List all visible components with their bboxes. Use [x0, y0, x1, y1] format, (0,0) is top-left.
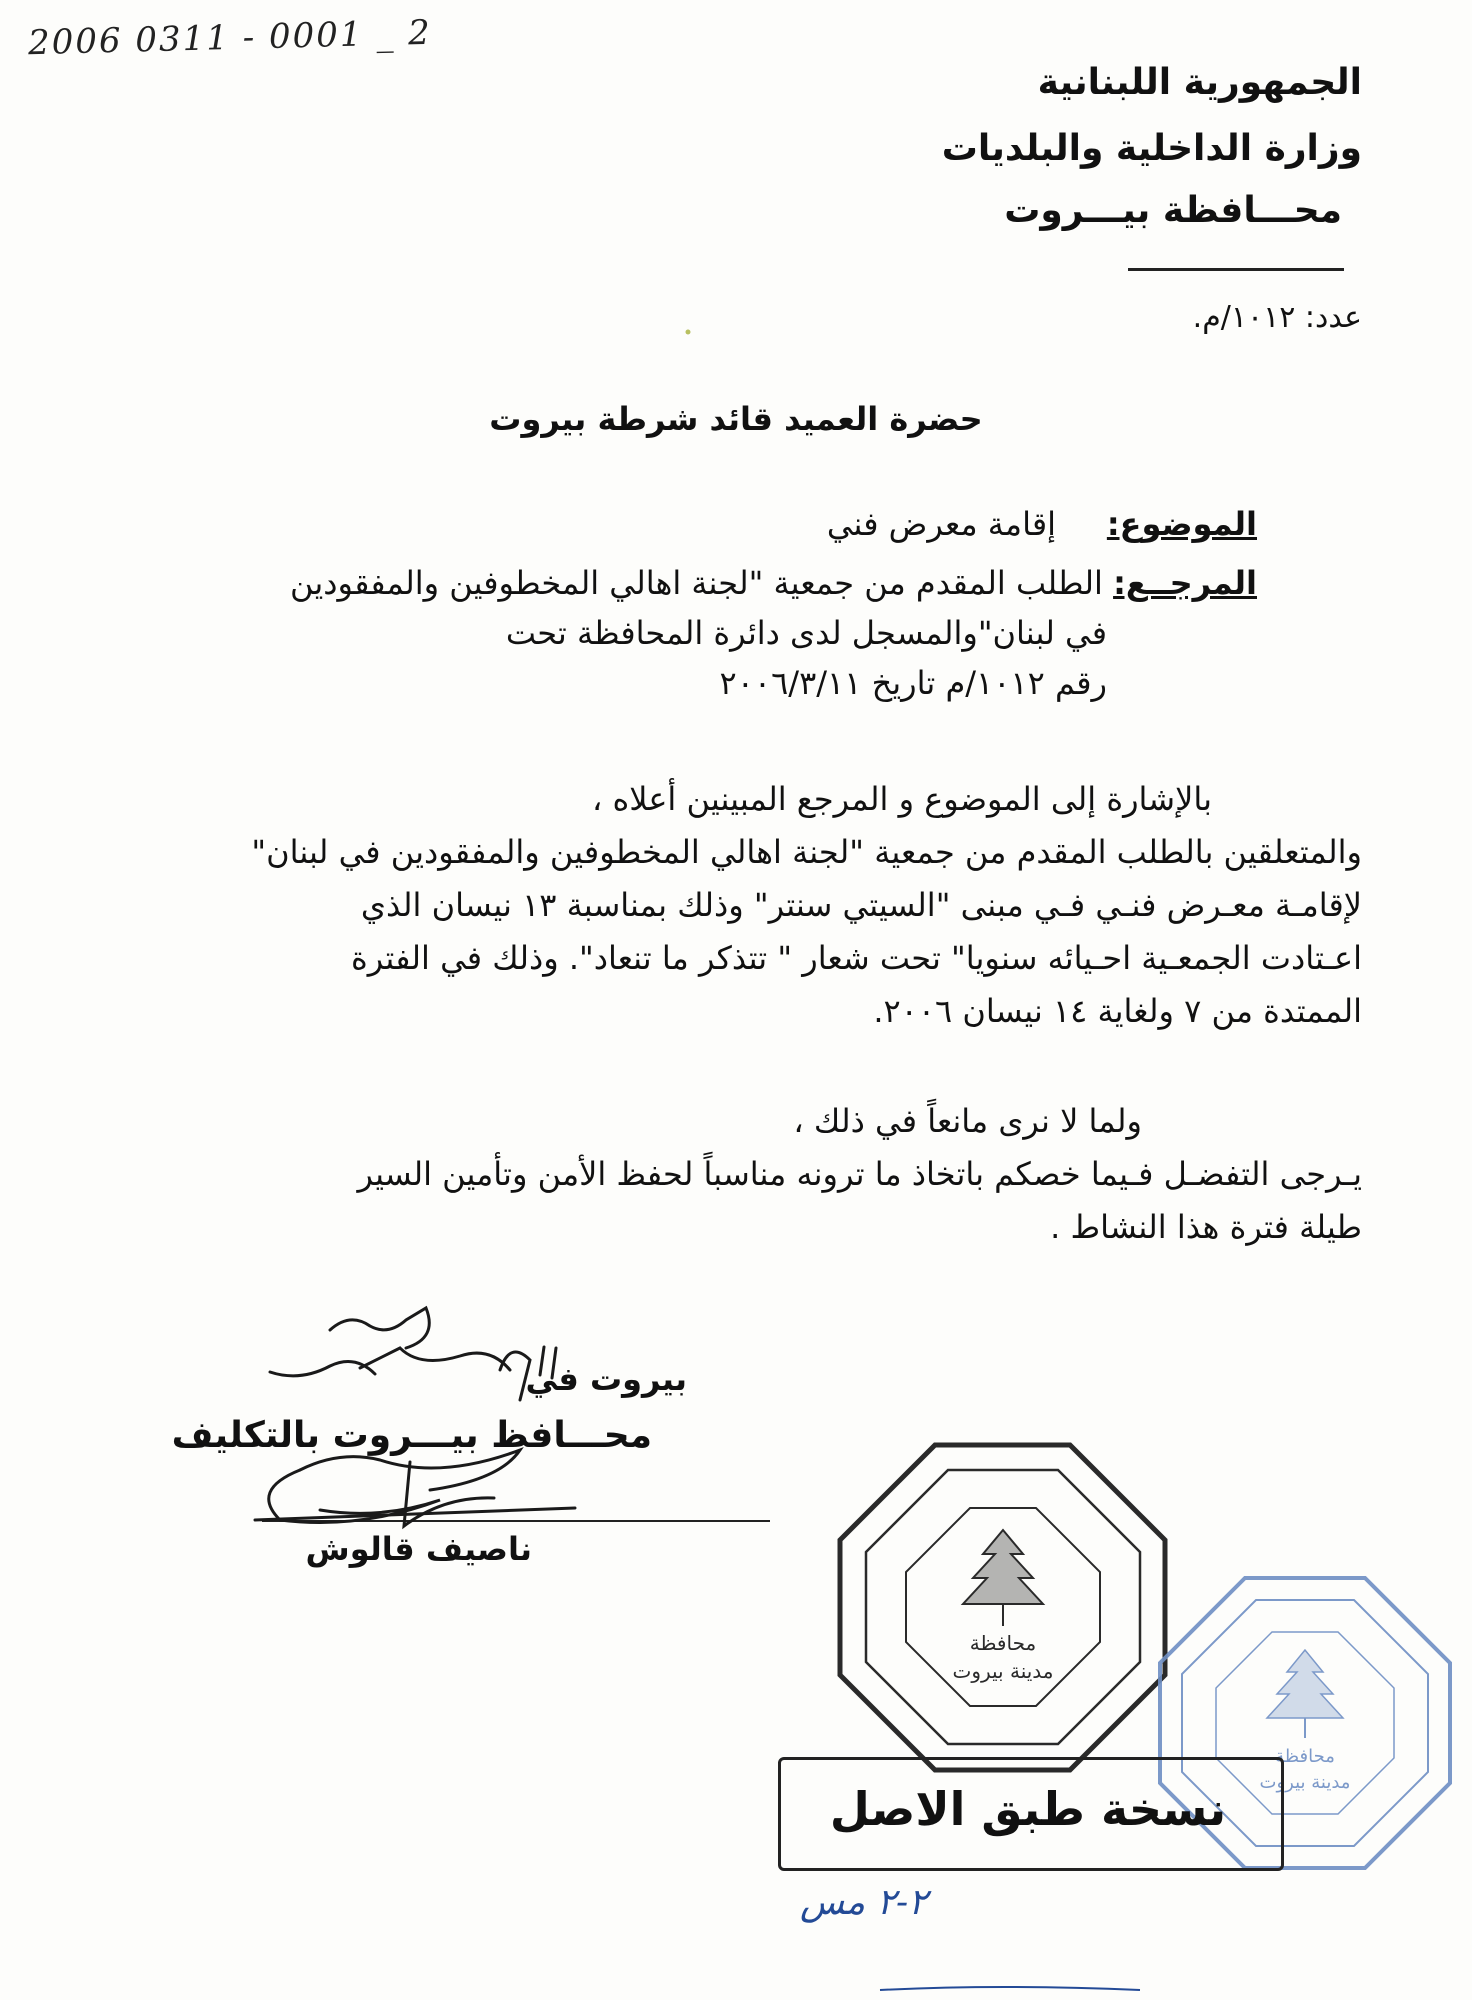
body-p2-line-2: يـرجى التفضـل فـيما خصكم باتخاذ ما ترونه مناسباً لحفظ الأمن وتأمين السير: [357, 1155, 1362, 1193]
svg-text:مدينة بيروت: مدينة بيروت: [952, 1659, 1054, 1683]
body-p1-line-5: الممتدة من ٧ ولغاية ١٤ نيسان ٢٠٠٦.: [873, 992, 1362, 1030]
svg-text:محافظة: محافظة: [1275, 1746, 1335, 1767]
body-p1-line-3: لإقامـة معـرض فنـي فـي مبنى "السيتي سنتر" وذلك بمناسبة ١٣ نيسان الذي: [360, 886, 1362, 924]
handwritten-date-icon: [270, 1308, 556, 1400]
footer-handwritten-note: ٢-٢ مس: [800, 1882, 928, 1923]
svg-text:مدينة بيروت: مدينة بيروت: [1259, 1772, 1351, 1793]
reference-label: المرجــع:: [1113, 564, 1257, 602]
certified-copy-text: نسخة طبق الاصل: [829, 1782, 1227, 1836]
addressee: حضرة العميد قائد شرطة بيروت: [489, 400, 983, 438]
body-p1-line-1: بالإشارة إلى الموضوع و المرجع المبينين أعلاه ،: [591, 780, 1212, 818]
handwritten-reference-number: 2006 0311 - 0001 _ 2: [27, 12, 433, 64]
body-p1-line-4: اعـتادت الجمعـية احـيائه سنويا" تحت شعار " تتذكر ما تنعاد". وذلك في الفترة: [351, 939, 1362, 977]
reference-line-3: رقم ١٠١٢/م تاريخ ٢٠٠٦/٣/١١: [719, 664, 1107, 702]
reference-line-1: الطلب المقدم من جمعية "لجنة اهالي المخطوفين والمفقودين: [290, 564, 1103, 602]
stray-mark-icon: [686, 330, 691, 335]
letterhead-governorate: محـــافظة بيـــروت: [1004, 190, 1342, 231]
footer-underline: [880, 1987, 1140, 1990]
letterhead-republic: الجمهورية اللبنانية: [1037, 62, 1362, 103]
body-p1-line-2: والمتعلقين بالطلب المقدم من جمعية "لجنة اهالي المخطوفين والمفقودين في لبنان": [251, 833, 1362, 871]
body-p2-line-3: طيلة فترة هذا النشاط .: [1050, 1208, 1362, 1246]
document-number: عدد: ١٠١٢/م.: [1192, 300, 1362, 335]
reference-line-2: في لبنان"والمسجل لدى دائرة المحافظة تحت: [505, 614, 1107, 652]
svg-text:محافظة: محافظة: [969, 1631, 1037, 1655]
subject-text: إقامة معرض فني: [826, 505, 1056, 543]
body-p2-line-1: ولما لا نرى مانعاً في ذلك ،: [793, 1102, 1142, 1140]
subject-label: الموضوع:: [1106, 505, 1257, 543]
signature-place: بيروت في: [525, 1360, 687, 1398]
signature-scribble-icon: [255, 1450, 575, 1526]
signature-title: محـــافظ بيـــروت بالتكليف: [171, 1415, 652, 1456]
governorate-seal-black-icon: [840, 1445, 1165, 1770]
letterhead-ministry: وزارة الداخلية والبلديات: [941, 128, 1362, 169]
signatory-name: ناصيف قالوش: [305, 1530, 532, 1568]
